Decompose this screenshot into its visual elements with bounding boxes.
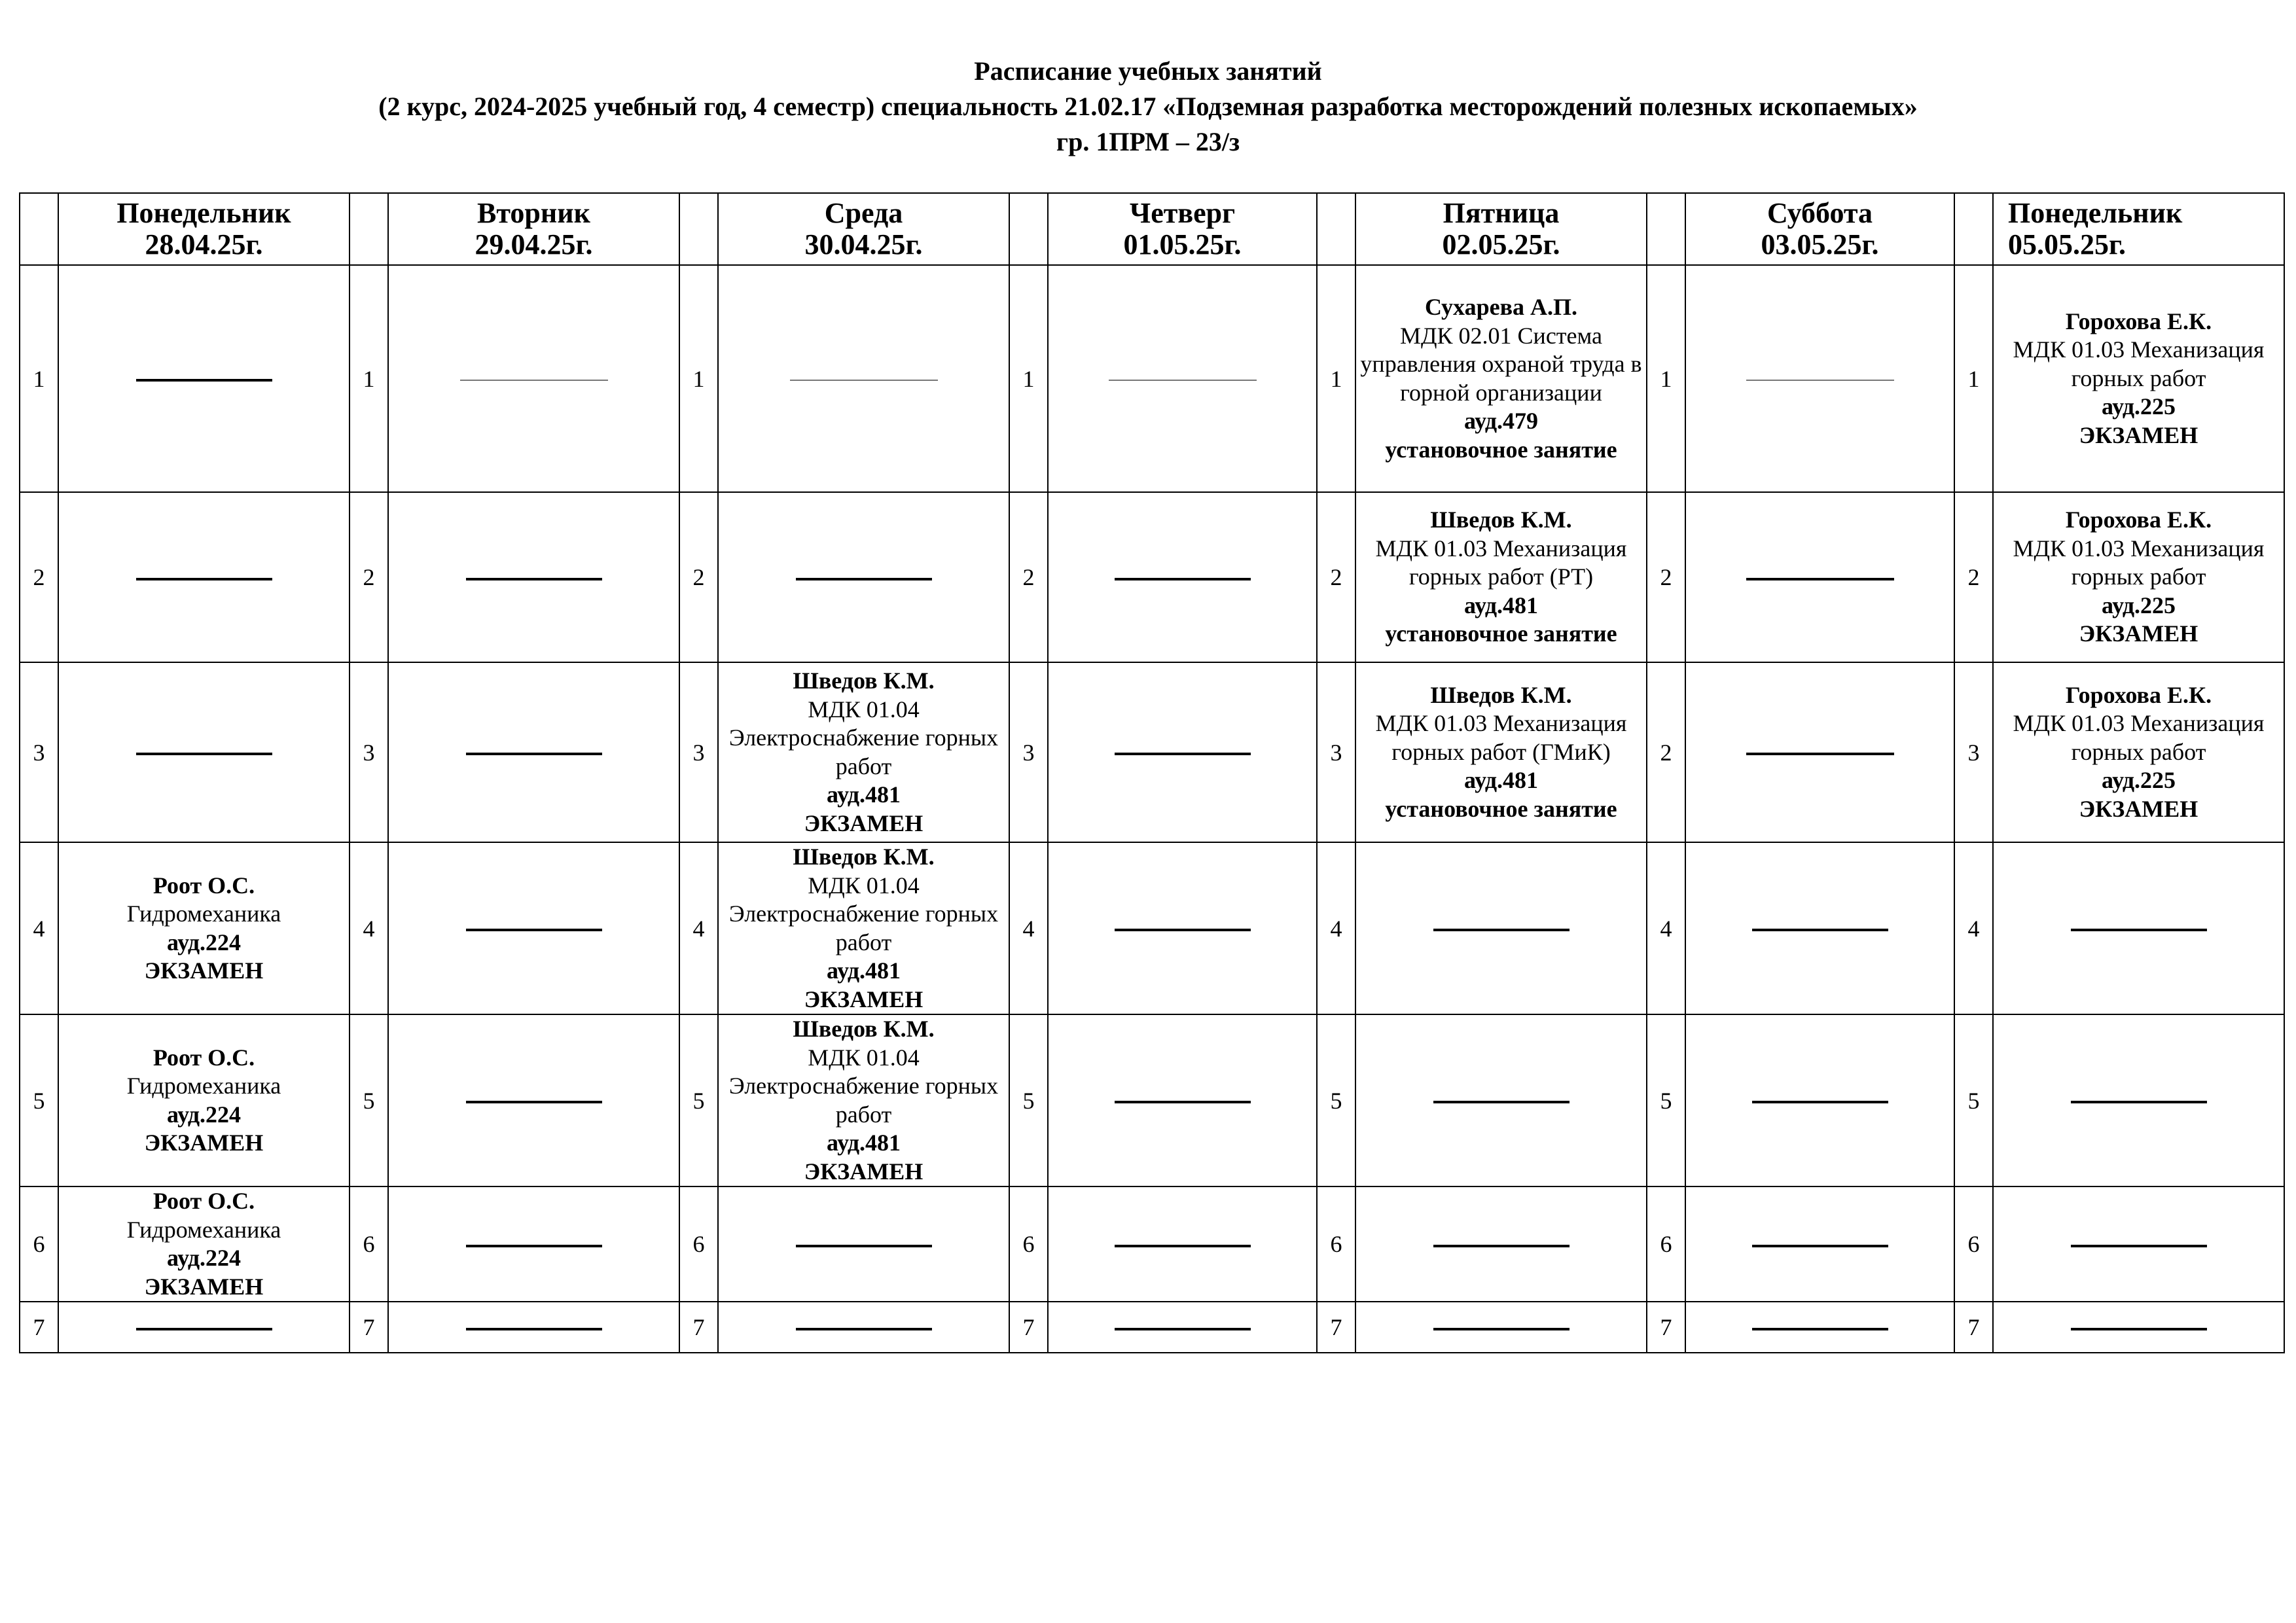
pair-number: 1 (1647, 265, 1685, 492)
subject-name: Гидромеханика (126, 1216, 281, 1243)
lesson-note: ЭКЗАМЕН (144, 1273, 264, 1300)
pair-number: 1 (1009, 265, 1048, 492)
lesson-cell-empty (1993, 1014, 2284, 1186)
pair-number: 5 (1647, 1014, 1685, 1186)
lesson-cell-empty (388, 492, 679, 662)
pair-number: 1 (350, 265, 388, 492)
teacher-name: Роот О.С. (152, 872, 255, 899)
day-header: Понедельник 05.05.25г. (1993, 193, 2284, 265)
lesson-cell-empty (1685, 265, 1954, 492)
pair-number: 2 (350, 492, 388, 662)
pair-number: 2 (1954, 492, 1993, 662)
lesson-cell-empty (1048, 492, 1317, 662)
pair-number: 3 (350, 662, 388, 842)
subject-name: Гидромеханика (126, 1073, 281, 1099)
pair-number: 7 (1009, 1302, 1048, 1353)
lesson-cell (58, 1186, 350, 1302)
room-number: ауд.479 (1463, 408, 1539, 434)
pair-number: 2 (1647, 662, 1685, 842)
lesson-note: ЭКЗАМЕН (804, 1158, 924, 1185)
lesson-cell (58, 1014, 350, 1186)
lesson-note: ЭКЗАМЕН (804, 810, 924, 836)
pair-number: 4 (1647, 842, 1685, 1014)
pair-number: 1 (679, 265, 718, 492)
lesson-cell-empty (1355, 1014, 1647, 1186)
lesson-cell (718, 662, 1009, 842)
pair-number: 5 (1954, 1014, 1993, 1186)
lesson-cell (1355, 265, 1647, 492)
lesson-cell-empty (1355, 842, 1647, 1014)
pair-number: 5 (350, 1014, 388, 1186)
lesson-cell-empty (718, 1302, 1009, 1353)
pair-number: 5 (1317, 1014, 1355, 1186)
page-header (0, 54, 2296, 160)
pair-number: 3 (1009, 662, 1048, 842)
lesson-note: ЭКЗАМЕН (804, 986, 924, 1012)
lesson-cell (718, 842, 1009, 1014)
room-number: ауд.225 (2101, 592, 2176, 618)
lesson-cell-empty (1685, 842, 1954, 1014)
pair-number: 6 (1647, 1186, 1685, 1302)
lesson-note: ЭКЗАМЕН (144, 957, 264, 984)
num-header (350, 193, 388, 265)
num-header (679, 193, 718, 265)
lesson-cell-empty (1993, 842, 2284, 1014)
pair-number: 7 (679, 1302, 718, 1353)
subject-name: МДК 01.04 Электроснабжение горных работ (728, 872, 999, 955)
room-number: ауд.224 (166, 1245, 242, 1271)
day-header-row (20, 193, 2284, 265)
teacher-name: Роот О.С. (152, 1188, 255, 1214)
day-header: Пятница 02.05.25г. (1355, 193, 1647, 265)
lesson-note: ЭКЗАМЕН (144, 1130, 264, 1156)
day-header: Вторник 29.04.25г. (388, 193, 679, 265)
day-header: Суббота 03.05.25г. (1685, 193, 1954, 265)
lesson-note: ЭКЗАМЕН (2079, 421, 2198, 448)
lesson-cell-empty (1685, 1302, 1954, 1353)
num-header (1647, 193, 1685, 265)
room-number: ауд.225 (2101, 393, 2176, 420)
table-row (20, 1014, 2284, 1186)
subject-name: МДК 01.03 Механизация горных работ (РТ) (1375, 535, 1627, 590)
lesson-cell-empty (1993, 1302, 2284, 1353)
pair-number: 4 (1009, 842, 1048, 1014)
lesson-cell-empty (718, 492, 1009, 662)
day-header: Среда 30.04.25г. (718, 193, 1009, 265)
pair-number: 7 (1317, 1302, 1355, 1353)
lesson-note: установочное занятие (1385, 436, 1617, 463)
lesson-note: ЭКЗАМЕН (2079, 620, 2198, 647)
room-number: ауд.224 (166, 1101, 242, 1128)
num-header (1009, 193, 1048, 265)
subject-name: Гидромеханика (126, 901, 281, 927)
num-header (1317, 193, 1355, 265)
lesson-note: установочное занятие (1385, 620, 1617, 647)
lesson-cell-empty (1685, 492, 1954, 662)
lesson-note: установочное занятие (1385, 795, 1617, 822)
teacher-name: Сухарева А.П. (1424, 294, 1578, 320)
teacher-name: Шведов К.М. (793, 844, 935, 870)
lesson-cell (1355, 662, 1647, 842)
table-row (20, 1186, 2284, 1302)
lesson-cell-empty (388, 662, 679, 842)
room-number: ауд.481 (826, 781, 901, 808)
pair-number: 7 (20, 1302, 58, 1353)
table-row (20, 1302, 2284, 1353)
group-label: гр. 1ПРМ – 23/з (1056, 127, 1240, 156)
pair-number: 6 (20, 1186, 58, 1302)
pair-number: 7 (350, 1302, 388, 1353)
teacher-name: Горохова Е.К. (2065, 681, 2212, 708)
num-header (20, 193, 58, 265)
room-number: ауд.225 (2101, 767, 2176, 794)
lesson-cell (1993, 265, 2284, 492)
lesson-cell-empty (58, 492, 350, 662)
lesson-cell-empty (1048, 265, 1317, 492)
teacher-name: Роот О.С. (152, 1044, 255, 1071)
room-number: ауд.481 (826, 1130, 901, 1156)
teacher-name: Шведов К.М. (1430, 507, 1572, 533)
pair-number: 4 (679, 842, 718, 1014)
lesson-note: ЭКЗАМЕН (2079, 795, 2198, 822)
pair-number: 5 (679, 1014, 718, 1186)
lesson-cell-empty (1993, 1186, 2284, 1302)
lesson-cell-empty (388, 842, 679, 1014)
subject-name: МДК 01.03 Механизация горных работ (2013, 535, 2265, 590)
lesson-cell (1993, 492, 2284, 662)
pair-number: 6 (1009, 1186, 1048, 1302)
teacher-name: Горохова Е.К. (2065, 308, 2212, 334)
pair-number: 2 (1647, 492, 1685, 662)
room-number: ауд.481 (1463, 592, 1539, 618)
room-number: ауд.481 (826, 957, 901, 984)
pair-number: 7 (1647, 1302, 1685, 1353)
pair-number: 5 (1009, 1014, 1048, 1186)
pair-number: 2 (1009, 492, 1048, 662)
lesson-cell (718, 1014, 1009, 1186)
pair-number: 7 (1954, 1302, 1993, 1353)
lesson-cell-empty (718, 1186, 1009, 1302)
table-row (20, 492, 2284, 662)
day-header: Четверг 01.05.25г. (1048, 193, 1317, 265)
pair-number: 5 (20, 1014, 58, 1186)
pair-number: 6 (1317, 1186, 1355, 1302)
subject-name: МДК 01.04 Электроснабжение горных работ (728, 696, 999, 779)
table-row (20, 842, 2284, 1014)
pair-number: 4 (1317, 842, 1355, 1014)
subject-name: МДК 01.03 Механизация горных работ (ГМиК) (1375, 710, 1627, 765)
pair-number: 2 (679, 492, 718, 662)
pair-number: 2 (20, 492, 58, 662)
subject-name: МДК 01.04 Электроснабжение горных работ (728, 1044, 999, 1128)
num-header (1954, 193, 1993, 265)
page-subtitle: (2 курс, 2024-2025 учебный год, 4 семестр) специальность 21.02.17 «Подземная разработка месторождений полезных ископаемых» (378, 92, 1918, 121)
lesson-cell (1993, 662, 2284, 842)
lesson-cell-empty (58, 662, 350, 842)
lesson-cell-empty (1048, 1014, 1317, 1186)
pair-number: 2 (1317, 492, 1355, 662)
page-title: Расписание учебных занятий (974, 56, 1322, 86)
lesson-cell-empty (1685, 1014, 1954, 1186)
lesson-cell-empty (388, 1186, 679, 1302)
room-number: ауд.224 (166, 929, 242, 955)
lesson-cell (1355, 492, 1647, 662)
lesson-cell-empty (388, 1014, 679, 1186)
teacher-name: Шведов К.М. (793, 1016, 935, 1042)
subject-name: МДК 02.01 Система управления охраной труда в горной организации (1360, 322, 1642, 406)
lesson-cell-empty (58, 265, 350, 492)
lesson-cell (58, 842, 350, 1014)
pair-number: 4 (350, 842, 388, 1014)
pair-number: 3 (679, 662, 718, 842)
subject-name: МДК 01.03 Механизация горных работ (2013, 710, 2265, 765)
pair-number: 4 (1954, 842, 1993, 1014)
pair-number: 6 (1954, 1186, 1993, 1302)
pair-number: 1 (20, 265, 58, 492)
pair-number: 1 (1317, 265, 1355, 492)
lesson-cell-empty (718, 265, 1009, 492)
lesson-cell-empty (58, 1302, 350, 1353)
room-number: ауд.481 (1463, 767, 1539, 794)
lesson-cell-empty (1048, 662, 1317, 842)
lesson-cell-empty (1355, 1186, 1647, 1302)
lesson-cell-empty (1685, 1186, 1954, 1302)
pair-number: 3 (1317, 662, 1355, 842)
pair-number: 3 (1954, 662, 1993, 842)
teacher-name: Шведов К.М. (1430, 681, 1572, 708)
lesson-cell-empty (1048, 1302, 1317, 1353)
table-row (20, 265, 2284, 492)
lesson-cell-empty (1685, 662, 1954, 842)
table-row (20, 662, 2284, 842)
subject-name: МДК 01.03 Механизация горных работ (2013, 336, 2265, 391)
lesson-cell-empty (388, 1302, 679, 1353)
day-header: Понедельник 28.04.25г. (58, 193, 350, 265)
pair-number: 4 (20, 842, 58, 1014)
teacher-name: Шведов К.М. (793, 668, 935, 694)
lesson-cell-empty (1048, 1186, 1317, 1302)
lesson-cell-empty (388, 265, 679, 492)
schedule-table (19, 192, 2285, 1353)
lesson-cell-empty (1048, 842, 1317, 1014)
teacher-name: Горохова Е.К. (2065, 507, 2212, 533)
pair-number: 6 (679, 1186, 718, 1302)
pair-number: 6 (350, 1186, 388, 1302)
pair-number: 3 (20, 662, 58, 842)
pair-number: 1 (1954, 265, 1993, 492)
lesson-cell-empty (1355, 1302, 1647, 1353)
